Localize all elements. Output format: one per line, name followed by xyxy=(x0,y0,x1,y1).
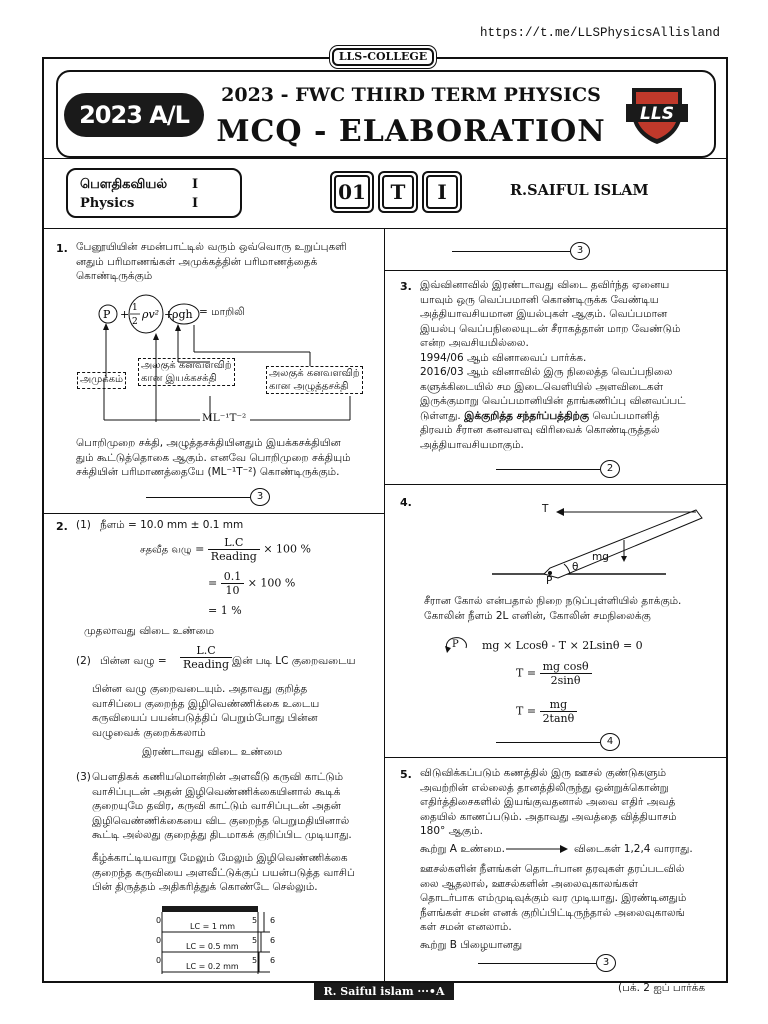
q1-answer: 3 xyxy=(146,488,272,506)
q4-moment-P: P xyxy=(452,639,459,650)
subject-paper: I xyxy=(192,177,199,192)
scale1-tick5: 5 xyxy=(252,916,258,925)
code-box-3: I xyxy=(422,171,462,213)
q5-statement-a: கூற்று A உண்மை. xyxy=(420,843,505,855)
svg-text:ρgh: ρgh xyxy=(172,308,193,321)
q3-emphasis: இக்குறித்த சந்தர்ப்பத்திற்கு xyxy=(464,409,590,422)
column-divider xyxy=(384,228,385,983)
q4-label-P: P xyxy=(546,575,553,587)
svg-text:2: 2 xyxy=(132,317,138,327)
q2-pct-eq: சதவீத வழு = $\frac{L.C}{\text{Reading}}$ × 100 % xyxy=(140,536,312,563)
scale2-label: LC = 0.5 mm xyxy=(186,942,239,951)
scale3-label: LC = 0.2 mm xyxy=(186,962,239,971)
q5-answer: 3 xyxy=(478,954,618,972)
page-turn-note: (பக். 2 ஐப் பார்க்க xyxy=(618,982,706,994)
subject-divider xyxy=(42,228,728,229)
exam-title: 2023 - FWC THIRD TERM PHYSICS xyxy=(221,84,601,106)
footer-author: R. Saiful islam ···•A xyxy=(314,983,454,1000)
q1-eq-rest: = மாறிலி xyxy=(199,306,245,318)
svg-text:ρv²: ρv² xyxy=(142,308,160,321)
rod-diagram xyxy=(486,498,716,588)
q2-p2-post: இன் படி LC குறைவடைய xyxy=(232,655,356,667)
q2-number: 2. xyxy=(56,520,68,533)
paper-codes xyxy=(330,171,462,213)
lls-logo-icon xyxy=(624,82,690,148)
header-divider xyxy=(42,158,728,159)
q2-pct-eq2: = $\frac{0.1}{10}$ × 100 % xyxy=(208,570,296,597)
college-label: LLS-COLLEGE xyxy=(332,48,434,66)
q2-p2-body: பின்ன வழு குறைவடையும். அதாவது குறித்த வாசிப்பை குறைந்த இழிவெண்ணிக்கை உடைய கருவியைப் பயன்படுத்திப் பெறும்போது பின்ன வழுவைக் குறைக்கலாம் xyxy=(92,683,320,739)
scale1-tick6: 6 xyxy=(270,916,276,925)
logo-text: LLS xyxy=(640,104,674,124)
q2-p2-pre: பின்ன வழு = xyxy=(100,655,167,667)
q2-p2-frac: $\frac{L.C}{\text{Reading}}$ xyxy=(180,644,232,671)
q4-eq2: T = $\frac{\text{mg cosθ}}{2\sin\theta}$ xyxy=(516,660,592,687)
q4-label-theta: θ xyxy=(572,561,579,573)
q4-label-T: T xyxy=(542,503,549,515)
q2-p1-text: நீளம் = 10.0 mm ± 0.1 mm xyxy=(100,519,244,531)
scale2-tick6: 6 xyxy=(270,936,276,945)
svg-text:+: + xyxy=(120,308,130,321)
q4-number: 4. xyxy=(400,496,412,509)
q1-label-kinetic: அலகுக் கனவளவிற் கான இயக்கசக்தி xyxy=(138,358,235,386)
q4-divider xyxy=(384,757,728,758)
scale1-tick0: 0 xyxy=(156,916,162,925)
scale2-tick0: 0 xyxy=(156,936,162,945)
q2-p3-body: பௌதிகக் கணியமொன்றின் அளவீடு கருவி காட்டும் வாசிப்புடன் அதன் இழிவெண்ணிக்கையினால் கூடிக் குறையுமே தவிர, கருவி காட்டும் வாசிப்புடன் அதன் இழிவெண்ணிக்கையை விட குறைந்த பெறுமதியினால் கூட்டி அல்லது குறைத்து திடமாகக் குறிப்பிட முடியாது. xyxy=(92,771,352,841)
q5-body: விடுவிக்கப்படும் கணத்தில் இரு ஊசல் குண்டுகளும் அவற்றின் எல்லைத் தானத்திலிருந்து ஒன்றுக்கொன்று எதிர்த்திசைகளில் இயங்குவதனால் அவை எதிர் அவத் தையில் காணப்படும். அதாவது அவத்தை வித்தியாசம் 180° ஆகும். xyxy=(420,767,677,837)
q2-p1-label: (1) xyxy=(76,519,91,531)
subject-box xyxy=(66,168,242,218)
top-right-divider xyxy=(384,270,728,271)
q1-label-pressure: அமுக்கம் xyxy=(77,372,126,389)
q2-result: = 1 % xyxy=(208,604,242,617)
q1-label-potential: அலகுக் கனவளவிற் கான அழுத்தசக்தி xyxy=(266,366,363,394)
scale3-tick5: 5 xyxy=(252,956,258,965)
subject-english: Physics xyxy=(80,196,135,211)
q3-number: 3. xyxy=(400,280,412,293)
svg-text:P: P xyxy=(103,308,111,321)
q5-number: 5. xyxy=(400,768,412,781)
year-badge: 2023 A/L xyxy=(64,93,204,137)
scale3-tick0: 0 xyxy=(156,956,162,965)
q4-label-mg: mg xyxy=(592,551,609,563)
implies-arrow-icon xyxy=(506,844,568,854)
code-box-2: T xyxy=(378,171,418,213)
subject-tamil: பௌதிகவியல் xyxy=(80,177,168,192)
q1-body: பொறிமுறை சக்தி, அழுத்தசக்தியினதும் இயக்கசக்தியின தும் கூட்டுத்தொகை ஆகும். எனவே பொறிமுறை சக்தியும் சக்தியின் பரிமாணத்தையே (ML⁻¹T⁻²) கொண்டிருக்கும். xyxy=(76,437,351,478)
scale1-label: LC = 1 mm xyxy=(190,922,236,931)
author-name: R.SAIFUL ISLAM xyxy=(510,182,649,199)
q2-p1-answer: முதலாவது விடை உண்மை xyxy=(84,625,215,637)
prev-question-answer: 3 xyxy=(452,242,592,260)
q3-answer: 2 xyxy=(496,460,622,478)
q5-statement-a-result: விடைகள் 1,2,4 வாராது. xyxy=(574,843,693,855)
q2-p2-label: (2) xyxy=(76,655,91,667)
q4-eq3: T = $\frac{mg}{2\tan\theta}$ xyxy=(516,698,577,725)
q4-eq1: mg × Lcosθ - T × 2Lsinθ = 0 xyxy=(482,639,643,652)
q5-statement-b: கூற்று B பிழையானது xyxy=(420,939,523,951)
svg-text:+: + xyxy=(164,308,174,321)
q4-body: சீரான கோல் என்பதால் நிறை நடுப்புள்ளியில் தாக்கும். கோலின் நீளம் 2L எனின், கோலின் சமநிலைக்கு xyxy=(424,595,682,622)
code-box-1: 01 xyxy=(330,171,374,213)
q1-number: 1. xyxy=(56,242,68,255)
scale3-tick6: 6 xyxy=(270,956,276,965)
q3-body: இவ்வினாவில் இரண்டாவது விடை தவிர்ந்த ஏனைய யாவும் ஒரு வெப்பமானி கொண்டிருக்க வேண்டிய அத்தியாவசியமான இயல்புகள் ஆகும். வெப்பமான இயல்பு வெப்பநிலையுடன் சீராகத்தான் மாற வேண்டும் என்ற அவசியமில்லை. 1994/06 ஆம் வினாவைப் பார்க்க. 2016/03 ஆம் வினாவில் இரு நிலைத்த வெப்பநிலை களுக்கிடையில் சம இடைவெளியில் அளவிடைகள் இருக்குமாறு வெப்பமானியின் தாங்கணிப்பு வினவப்பட் டுள்ளது. இக்குறித்த சந்தர்ப்பத்திற்கு வெப்பமானித் திரவம் சீரான கனவளவு விரிவைக் கொண்டிருத்தல் அத்தியாவசியமாகும். xyxy=(420,279,686,451)
q1-intro: பேனூயியின் சமன்பாட்டில் வரும் ஒவ்வொரு உறுப்புகளி னதும் பரிமாணங்கள் அமுக்கத்தின் பரிமாணத்தைக் கொண்டிருக்கும் xyxy=(76,241,347,282)
q2-p4-body: கீழ்க்காட்டியவாறு மேலும் மேலும் இழிவெண்ணிக்கை குறைந்த கருவியை அளவீட்டுக்குப் பயன்படுத்த வாசிப் பின் திருத்தம் அதிகரித்துக் கொண்டே செல்லும். xyxy=(92,852,355,893)
elaboration-title: MCQ - ELABORATION xyxy=(216,114,606,149)
q1-dimension: ML⁻¹T⁻² xyxy=(202,412,247,424)
q3-divider xyxy=(384,484,728,485)
scale2-tick5: 5 xyxy=(252,936,258,945)
q2-p3-label: (3) xyxy=(76,771,91,783)
q1-divider xyxy=(42,513,384,514)
channel-url[interactable]: https://t.me/LLSPhysicsAllisland xyxy=(479,26,720,40)
svg-text:1: 1 xyxy=(132,303,138,313)
subject-paper-en: I xyxy=(192,196,199,211)
q2-p2-answer: இரண்டாவது விடை உண்மை xyxy=(142,746,283,758)
q5-body2: ஊசல்களின் நீளங்கள் தொடர்பான தரவுகள் தரப்படவில் லை ஆதலால், ஊசல்களின் அலைவுகாலங்கள் தொடர்பாக எம்முடிவுக்கும் வர முடியாது. இரண்டினதும் நீளங்கள் சமன் எனக் குறிப்பிட்டிருந்தால் அலைவுகாலங் கள் சமன் எனலாம். xyxy=(420,863,687,933)
q4-answer: 4 xyxy=(496,733,622,751)
